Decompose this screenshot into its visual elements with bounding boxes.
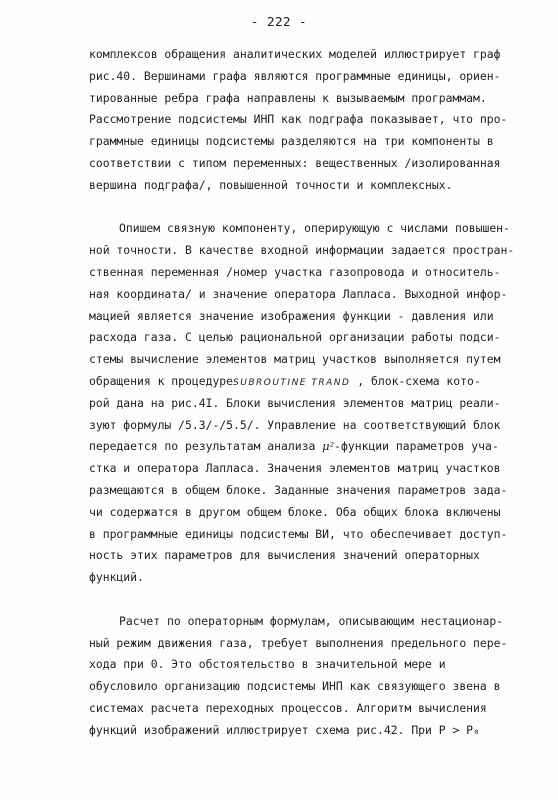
text-line: в программные единицы подсистемы ВИ, что обеспечивает доступ- <box>89 526 508 541</box>
text-line: стемы вычисление элементов матриц участков выполняется путем <box>89 352 501 367</box>
text-line: ственная переменная /номер участка газопровода и относитель- <box>89 264 501 279</box>
paragraph-gap <box>89 197 529 219</box>
paragraph-3 <box>89 611 529 742</box>
procedure-name: SUBROUTINE TRAND <box>233 377 351 388</box>
text-line: расхода газа. С целью рациональной организации работы подси- <box>89 330 501 345</box>
text-line: комплексов обращения аналитических моделей иллюстрирует граф <box>89 47 501 61</box>
mu-symbol: μ² <box>322 439 335 454</box>
last-line-prefix: функций изображений иллюстрирует схема рис.42. При <box>89 722 432 737</box>
text-line: мацией является значение изображения функции - давления или <box>89 308 494 323</box>
text-line: Расчет по операторным формулам, описывающим нестационар- <box>119 613 504 628</box>
text-line: ность этих параметров для вычисления значений операторных <box>89 548 480 563</box>
text-line: системах расчета переходных процессов. Алгоритм вычисления <box>89 700 487 715</box>
text-line: ная координата/ и значение оператора Лапласа. Выходной инфор- <box>89 286 508 301</box>
text-line: размещаются в общем блоке. Заданные значения параметров зада- <box>89 482 508 497</box>
text-line: зуют формулы /5.3/-/5.5/. Управление на соответствующий блок <box>89 417 501 432</box>
paragraph-gap <box>89 589 529 611</box>
text-line: рис.40. Вершинами графа являются программные единицы, ориен- <box>89 68 501 83</box>
procedure-suffix: , блок-схема кото- <box>350 373 481 388</box>
text-line: ный режим движения газа, требует выполнения предельного пере- <box>89 635 508 650</box>
formula-p-greater-p0: P > P₀ <box>438 722 480 737</box>
text-line: рой дана на рис.4I. Блоки вычисления элементов матриц реали- <box>89 395 501 410</box>
text-line: Опишем связную компоненту, оперирующую с числами повышен- <box>119 221 510 236</box>
text-line-last <box>89 720 529 742</box>
text-line: чи содержатся в другом общем блоке. Оба общих блока включены <box>89 504 501 519</box>
text-line: вершина подграфа/, повышенной точности и комплексных. <box>89 177 453 192</box>
paragraph-2 <box>89 218 529 589</box>
text-line: соответствии с типом переменных: вещественных /изолированная <box>89 155 501 170</box>
text-line: стка и оператора Лапласа. Значения элементов матриц участков <box>89 461 501 476</box>
text-line-mu <box>89 436 529 458</box>
body-text <box>89 44 529 742</box>
text-line: ной точности. В качестве входной информации задается простран- <box>89 243 515 258</box>
procedure-prefix: обращения к процедуре <box>89 373 234 388</box>
text-line: обусловило организацию подсистемы ИНП как связующего звена в <box>89 679 501 694</box>
text-line: функций. <box>89 570 144 585</box>
mu-suffix: -функции параметров уча- <box>334 439 499 454</box>
paragraph-1 <box>89 44 529 197</box>
text-line: тированные ребра графа направлены к вызываемым программам. <box>89 90 487 105</box>
mu-prefix: передается по результатам анализа <box>89 439 316 454</box>
page-number: - 222 - <box>250 14 308 29</box>
text-line: граммные единицы подсистемы разделяются на три компоненты в <box>89 134 494 149</box>
text-line: Рассмотрение подсистемы ИНП как подграфа показывает, что про- <box>89 112 508 127</box>
text-line: хода при 0. Это обстоятельство в значительной мере и <box>89 657 446 672</box>
text-line-procedure <box>89 371 529 393</box>
